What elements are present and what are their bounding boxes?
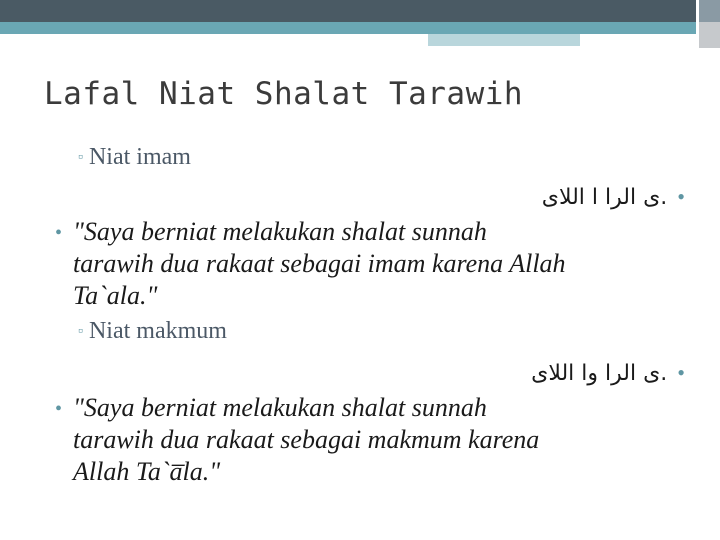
section-heading-label: Niat makmum: [88, 318, 227, 344]
translation-line: tarawih dua rakaat sebagai makmum karena: [73, 425, 540, 454]
bullet-icon: •: [677, 360, 685, 385]
slide-title: Lafal Niat Shalat Tarawih: [44, 76, 524, 112]
translation-line: "Saya berniat melakukan shalat sunnah: [73, 393, 487, 422]
arabic-line-imam: [542, 184, 685, 210]
header-bar-light: [428, 34, 580, 46]
translation-line: tarawih dua rakaat sebagai imam karena Allah: [73, 249, 566, 278]
section-heading-imam: [78, 144, 191, 171]
bullet-icon: •: [677, 184, 685, 209]
header-bar-dark: [0, 0, 720, 22]
section-heading-makmum: [78, 318, 227, 345]
bullet-icon: •: [55, 398, 63, 420]
bullet-icon: •: [55, 222, 63, 244]
arabic-line-makmum: [531, 360, 685, 386]
translation-line: Ta`ala.": [73, 281, 158, 310]
translation-line: Allah Ta`a̅la.": [73, 457, 221, 486]
corner-decoration: [696, 0, 720, 48]
arabic-text: .ى الرا وا اللاى: [531, 361, 668, 386]
sub-bullet-icon: ▫: [78, 150, 83, 165]
section-heading-label: Niat imam: [88, 144, 191, 170]
header-bar-teal: [0, 22, 720, 34]
arabic-text: .ى الرا ا اللاى: [541, 185, 668, 210]
translation-line: "Saya berniat melakukan shalat sunnah: [73, 217, 487, 246]
sub-bullet-icon: ▫: [78, 324, 83, 339]
